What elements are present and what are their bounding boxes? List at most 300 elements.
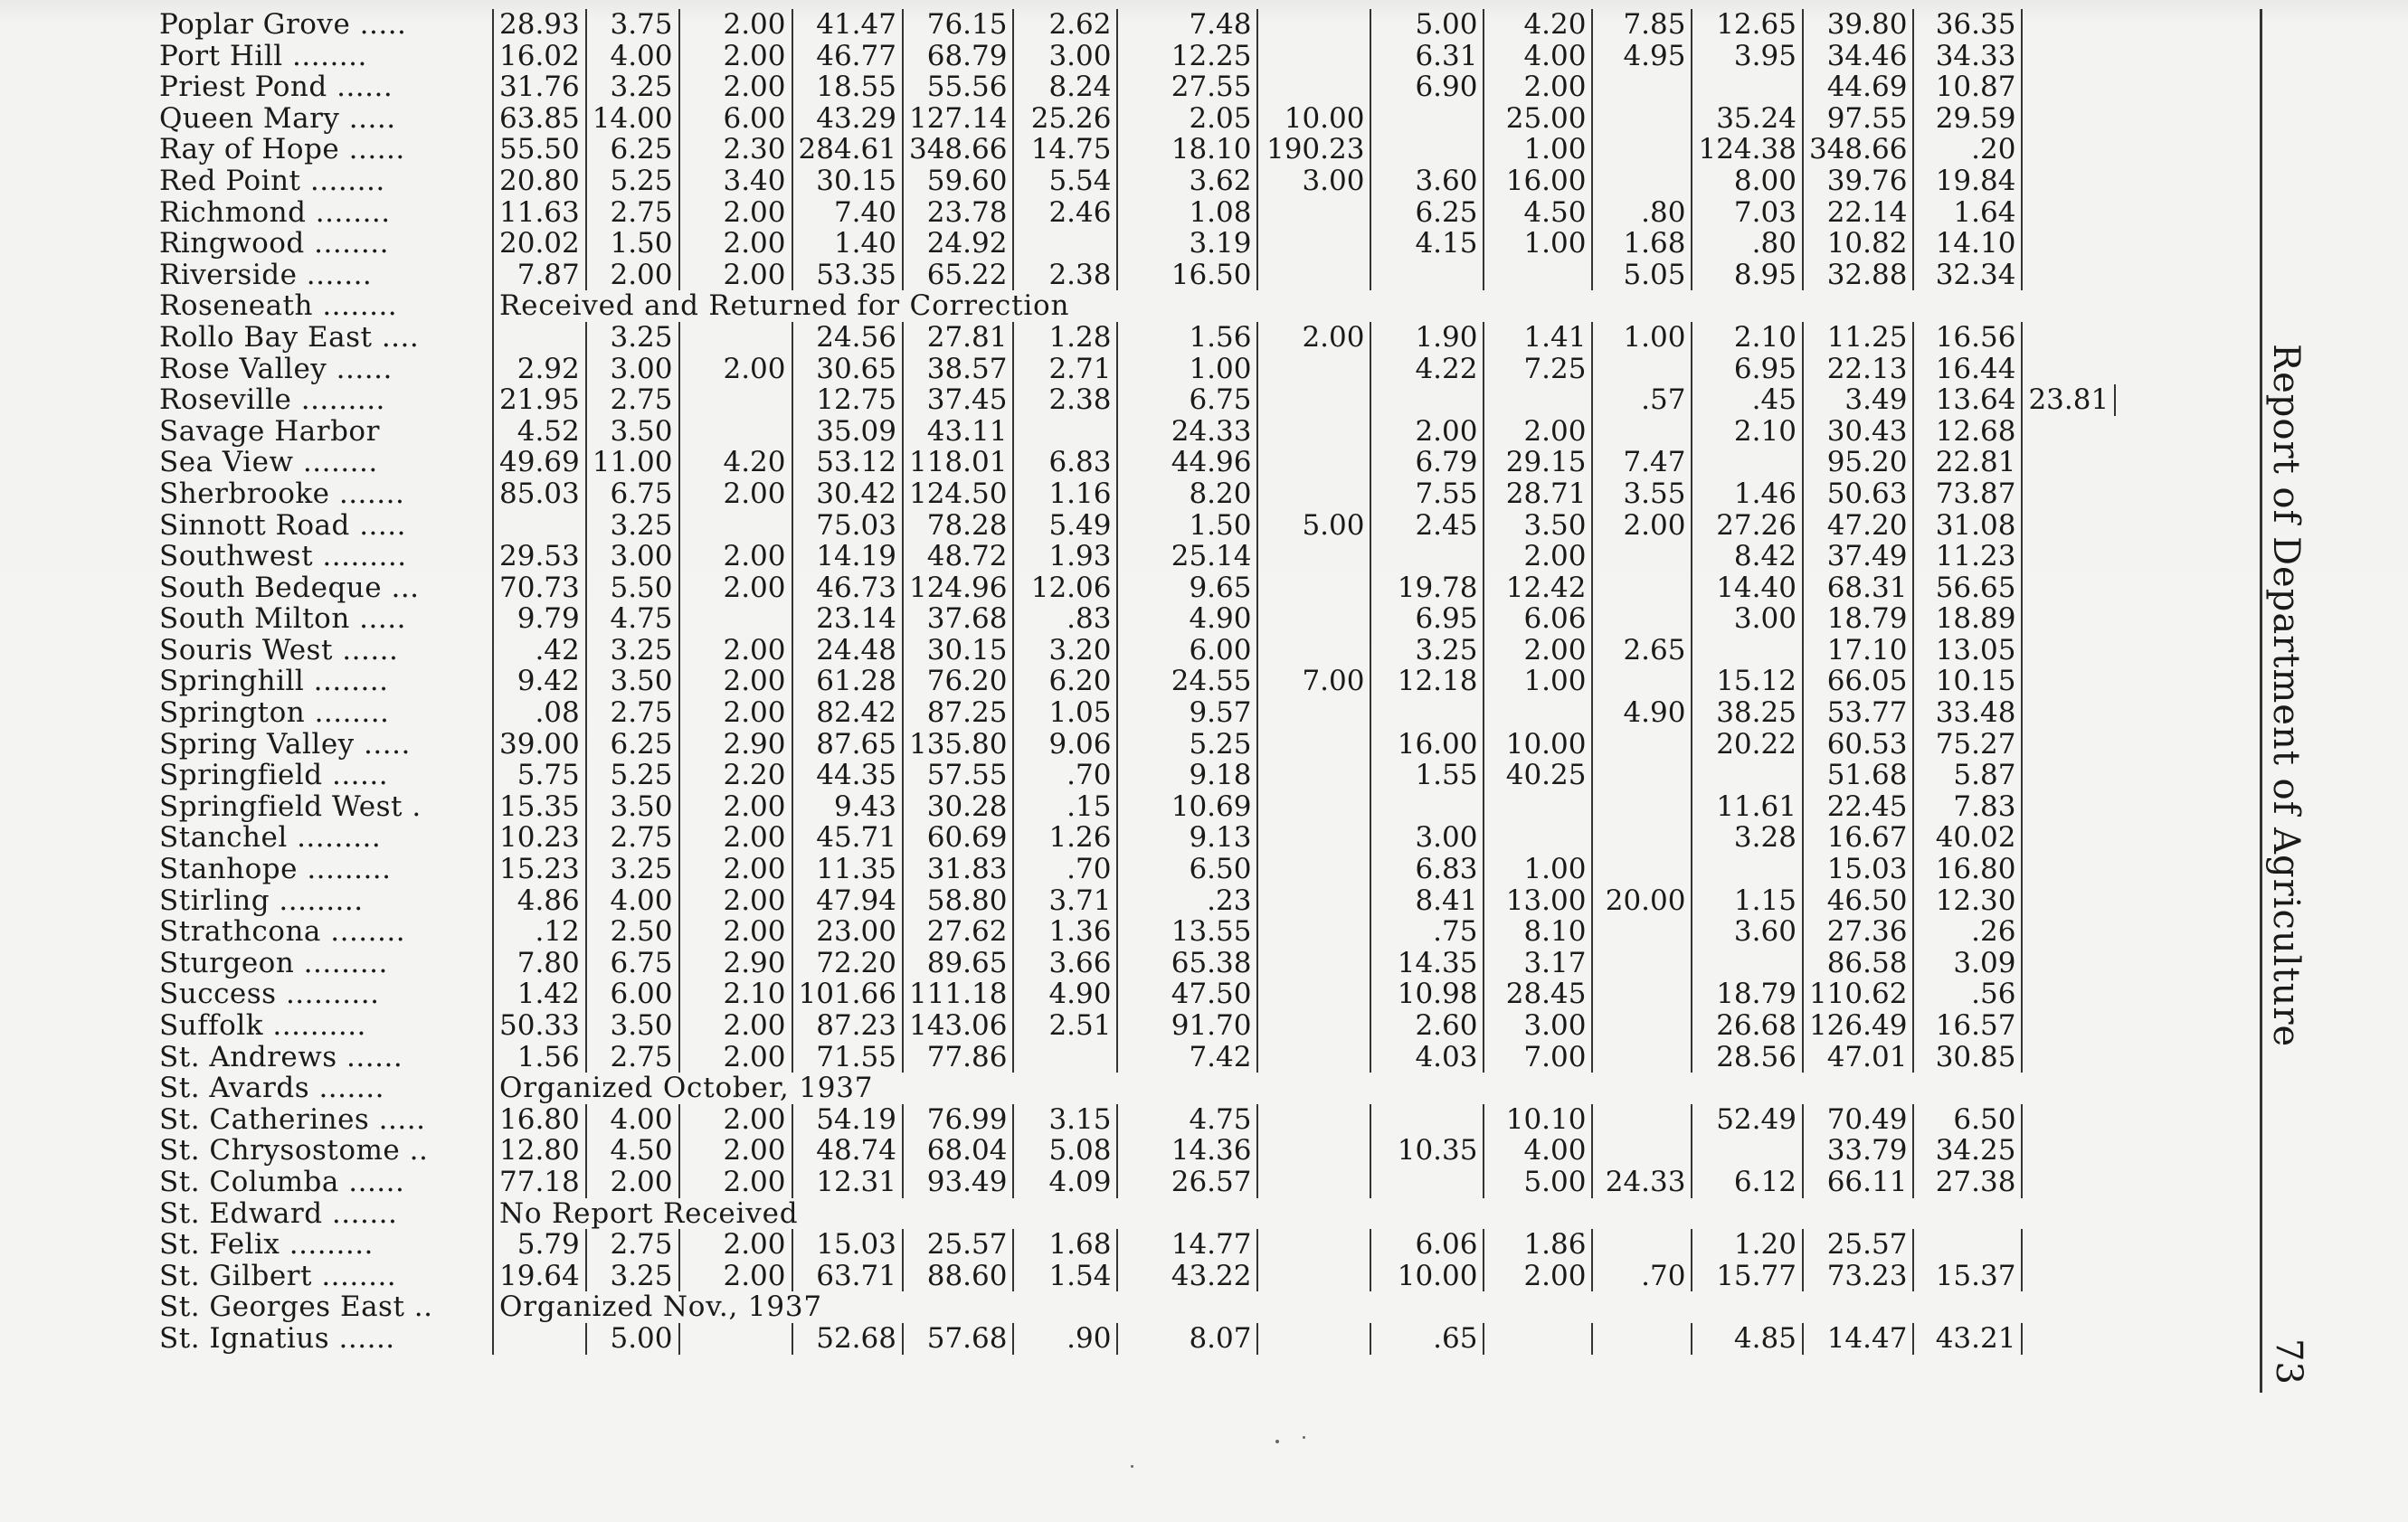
amount-cell: 55.50 — [493, 134, 586, 165]
amount-cell: 4.00 — [1484, 41, 1592, 72]
amount-cell: 4.75 — [1117, 1104, 1257, 1136]
amount-cell: 72.20 — [792, 948, 903, 979]
amount-cell: 4.22 — [1370, 354, 1484, 385]
amount-cell: 4.50 — [586, 1135, 679, 1167]
amount-cell: 20.02 — [493, 228, 586, 260]
amount-cell: 3.75 — [586, 9, 679, 41]
amount-cell — [1257, 41, 1370, 72]
amount-cell: 5.00 — [586, 1323, 679, 1355]
amount-cell: 20.22 — [1692, 729, 1802, 761]
amount-cell: 15.03 — [1803, 854, 1913, 885]
ledger-row — [154, 384, 2115, 416]
district-name: Ray of Hope ...... — [154, 134, 493, 165]
district-name: Sturgeon ......... — [154, 948, 493, 979]
amount-cell: 10.10 — [1484, 1104, 1592, 1136]
amount-cell: 68.79 — [903, 41, 1013, 72]
amount-cell: 1.68 — [1592, 228, 1692, 260]
amount-cell — [1692, 948, 1802, 979]
amount-cell: 2.00 — [679, 41, 792, 72]
amount-cell: 26.57 — [1117, 1167, 1257, 1198]
district-name: St. Ignatius ...... — [154, 1323, 493, 1355]
amount-cell: 2.00 — [679, 354, 792, 385]
amount-cell: 3.17 — [1484, 948, 1592, 979]
amount-cell — [1257, 916, 1370, 948]
amount-cell — [493, 322, 586, 354]
amount-cell: 10.00 — [1257, 103, 1370, 135]
amount-cell: 126.49 — [1803, 1010, 1913, 1042]
amount-cell: 6.00 — [1117, 635, 1257, 666]
amount-cell: 9.79 — [493, 603, 586, 635]
amount-cell: 6.12 — [1692, 1167, 1802, 1198]
amount-cell: 43.21 — [1913, 1323, 2022, 1355]
amount-cell: 1.41 — [1484, 322, 1592, 354]
amount-cell: 6.75 — [586, 948, 679, 979]
amount-cell: 4.90 — [1117, 603, 1257, 635]
amount-cell — [1257, 354, 1370, 385]
amount-cell: 2.75 — [586, 1042, 679, 1073]
amount-cell: 5.05 — [1592, 260, 1692, 291]
amount-cell: 29.59 — [1913, 103, 2022, 135]
amount-cell: 2.90 — [679, 948, 792, 979]
amount-cell: 101.66 — [792, 978, 903, 1010]
amount-cell: 7.83 — [1913, 791, 2022, 823]
amount-cell — [1692, 854, 1802, 885]
district-name: Port Hill ........ — [154, 41, 493, 72]
amount-cell: 9.06 — [1013, 729, 1117, 761]
district-name: South Milton ..... — [154, 603, 493, 635]
amount-cell — [1013, 1042, 1117, 1073]
amount-cell: 2.00 — [679, 822, 792, 854]
amount-cell: 97.55 — [1803, 103, 1913, 135]
amount-cell: 4.52 — [493, 416, 586, 448]
amount-cell: 16.44 — [1913, 354, 2022, 385]
amount-cell — [1257, 760, 1370, 791]
ledger-row — [154, 1042, 2115, 1073]
amount-cell: 4.95 — [1592, 41, 1692, 72]
amount-cell: 3.28 — [1692, 822, 1802, 854]
amount-cell — [1257, 1167, 1370, 1198]
amount-cell: 76.15 — [903, 9, 1013, 41]
amount-cell: 3.00 — [1484, 1010, 1592, 1042]
amount-cell — [1257, 822, 1370, 854]
amount-cell — [1370, 1104, 1484, 1136]
amount-cell: 1.86 — [1484, 1229, 1592, 1261]
amount-cell: 118.01 — [903, 447, 1013, 478]
amount-cell: 2.00 — [679, 1261, 792, 1292]
amount-cell — [1370, 791, 1484, 823]
amount-cell: 2.00 — [679, 478, 792, 510]
amount-cell: 2.38 — [1013, 260, 1117, 291]
amount-cell: 5.54 — [1013, 165, 1117, 197]
amount-cell: 70.49 — [1803, 1104, 1913, 1136]
amount-cell — [1257, 1104, 1370, 1136]
amount-cell: 2.00 — [586, 1167, 679, 1198]
amount-cell: 11.25 — [1803, 322, 1913, 354]
amount-cell: 110.62 — [1803, 978, 1913, 1010]
amount-cell: 53.12 — [792, 447, 903, 478]
amount-cell: 2.00 — [679, 197, 792, 229]
amount-cell: 43.11 — [903, 416, 1013, 448]
amount-cell: 9.65 — [1117, 572, 1257, 604]
amount-cell: 143.06 — [903, 1010, 1013, 1042]
amount-cell: 1.26 — [1013, 822, 1117, 854]
amount-cell: 15.37 — [1913, 1261, 2022, 1292]
amount-cell: 8.20 — [1117, 478, 1257, 510]
amount-cell: 2.00 — [679, 228, 792, 260]
amount-cell — [1592, 948, 1692, 979]
amount-cell: .80 — [1592, 197, 1692, 229]
amount-cell: 54.19 — [792, 1104, 903, 1136]
district-name: Roseville ......... — [154, 384, 493, 416]
amount-cell: 2.38 — [1013, 384, 1117, 416]
amount-cell: 24.56 — [792, 322, 903, 354]
amount-cell: 6.25 — [586, 134, 679, 165]
amount-cell: 14.19 — [792, 541, 903, 572]
district-name: Rollo Bay East .... — [154, 322, 493, 354]
amount-cell: 9.43 — [792, 791, 903, 823]
amount-cell — [1370, 134, 1484, 165]
amount-cell: 57.68 — [903, 1323, 1013, 1355]
amount-cell: 3.49 — [1803, 384, 1913, 416]
amount-cell — [1592, 729, 1692, 761]
amount-cell — [1257, 572, 1370, 604]
ledger-row — [154, 1198, 2115, 1230]
amount-cell: 6.95 — [1370, 603, 1484, 635]
amount-cell — [1257, 197, 1370, 229]
amount-cell: 3.25 — [586, 1261, 679, 1292]
running-title: Report of Department of Agriculture — [2265, 344, 2307, 1048]
amount-cell: 4.00 — [586, 1104, 679, 1136]
amount-cell: 3.60 — [1370, 165, 1484, 197]
amount-cell: 2.00 — [679, 1104, 792, 1136]
amount-cell: 2.00 — [679, 885, 792, 917]
amount-cell: 25.14 — [1117, 541, 1257, 572]
district-name: Red Point ........ — [154, 165, 493, 197]
ledger-row — [154, 1229, 2115, 1261]
amount-cell: 1.36 — [1013, 916, 1117, 948]
amount-cell: 12.65 — [1692, 9, 1802, 41]
amount-cell: 2.00 — [679, 1167, 792, 1198]
district-name: St. Avards ....... — [154, 1073, 493, 1104]
amount-cell — [1257, 885, 1370, 917]
amount-cell: 45.71 — [792, 822, 903, 854]
amount-cell: 4.15 — [1370, 228, 1484, 260]
district-name: St. Chrysostome .. — [154, 1135, 493, 1167]
amount-cell — [1257, 697, 1370, 729]
amount-cell: 16.50 — [1117, 260, 1257, 291]
amount-cell: 43.29 — [792, 103, 903, 135]
amount-cell: 348.66 — [903, 134, 1013, 165]
amount-cell: .15 — [1013, 791, 1117, 823]
amount-cell: 127.14 — [903, 103, 1013, 135]
amount-cell: 2.50 — [586, 916, 679, 948]
amount-cell: 82.42 — [792, 697, 903, 729]
amount-cell: 6.95 — [1692, 354, 1802, 385]
amount-cell: 3.00 — [586, 354, 679, 385]
amount-cell: 10.00 — [1484, 729, 1592, 761]
amount-cell — [1370, 103, 1484, 135]
amount-cell: 10.23 — [493, 822, 586, 854]
amount-cell — [1484, 384, 1592, 416]
amount-cell: 34.25 — [1913, 1135, 2022, 1167]
amount-cell: .57 — [1592, 384, 1692, 416]
amount-cell: 2.10 — [679, 978, 792, 1010]
page-number: 73 — [2268, 1338, 2309, 1385]
amount-cell: 7.03 — [1692, 197, 1802, 229]
financial-ledger-table — [154, 9, 2116, 1355]
amount-cell — [1484, 822, 1592, 854]
amount-cell: 4.90 — [1013, 978, 1117, 1010]
amount-cell: 8.10 — [1484, 916, 1592, 948]
amount-cell: 2.75 — [586, 384, 679, 416]
amount-cell: 2.20 — [679, 760, 792, 791]
amount-cell: 2.00 — [1484, 541, 1592, 572]
ledger-row — [154, 572, 2115, 604]
amount-cell: 27.81 — [903, 322, 1013, 354]
amount-cell — [1257, 384, 1370, 416]
amount-cell: 18.10 — [1117, 134, 1257, 165]
amount-cell — [679, 384, 792, 416]
amount-cell — [1257, 603, 1370, 635]
amount-cell: 38.57 — [903, 354, 1013, 385]
amount-cell — [1484, 791, 1592, 823]
amount-cell: 12.42 — [1484, 572, 1592, 604]
amount-cell: 1.00 — [1484, 134, 1592, 165]
ledger-row — [154, 1010, 2115, 1042]
amount-cell: 73.87 — [1913, 478, 2022, 510]
amount-cell: 19.84 — [1913, 165, 2022, 197]
amount-cell — [1592, 1042, 1692, 1073]
amount-cell: 1.56 — [1117, 322, 1257, 354]
amount-cell: 3.50 — [586, 666, 679, 697]
amount-cell: 6.20 — [1013, 666, 1117, 697]
amount-cell — [1257, 978, 1370, 1010]
amount-cell: 2.75 — [586, 197, 679, 229]
amount-cell: 1.46 — [1692, 478, 1802, 510]
amount-cell: 28.45 — [1484, 978, 1592, 1010]
amount-cell: 30.15 — [792, 165, 903, 197]
amount-cell: 8.24 — [1013, 71, 1117, 103]
amount-cell: 3.55 — [1592, 478, 1692, 510]
amount-cell: 78.28 — [903, 510, 1013, 542]
amount-cell: 7.42 — [1117, 1042, 1257, 1073]
amount-cell: 6.75 — [586, 478, 679, 510]
amount-cell: 30.15 — [903, 635, 1013, 666]
district-name: Sherbrooke ....... — [154, 478, 493, 510]
amount-cell: 111.18 — [903, 978, 1013, 1010]
amount-cell: 87.23 — [792, 1010, 903, 1042]
amount-cell: 1.56 — [493, 1042, 586, 1073]
amount-cell: 9.57 — [1117, 697, 1257, 729]
amount-cell: 18.55 — [792, 71, 903, 103]
amount-cell: 24.48 — [792, 635, 903, 666]
amount-cell: 7.80 — [493, 948, 586, 979]
amount-cell: 39.76 — [1803, 165, 1913, 197]
amount-cell: 20.80 — [493, 165, 586, 197]
district-name: St. Edward ....... — [154, 1198, 493, 1230]
amount-cell: 2.92 — [493, 354, 586, 385]
district-name: Stanhope ......... — [154, 854, 493, 885]
ledger-row — [154, 322, 2115, 354]
ledger-row — [154, 354, 2115, 385]
amount-cell: 6.00 — [586, 978, 679, 1010]
amount-cell: 10.69 — [1117, 791, 1257, 823]
ledger-row — [154, 478, 2115, 510]
amount-cell: .70 — [1013, 854, 1117, 885]
amount-cell: 3.00 — [1692, 603, 1802, 635]
amount-cell: 37.45 — [903, 384, 1013, 416]
amount-cell: 75.03 — [792, 510, 903, 542]
amount-cell: 73.23 — [1803, 1261, 1913, 1292]
amount-cell: 24.33 — [1117, 416, 1257, 448]
district-name: Rose Valley ...... — [154, 354, 493, 385]
amount-cell: 22.13 — [1803, 354, 1913, 385]
amount-cell: .20 — [1913, 134, 2022, 165]
ledger-row — [154, 103, 2115, 135]
amount-cell: 14.77 — [1117, 1229, 1257, 1261]
amount-cell: 47.01 — [1803, 1042, 1913, 1073]
amount-cell: 30.85 — [1913, 1042, 2022, 1073]
amount-cell: 4.20 — [1484, 9, 1592, 41]
amount-cell: 46.77 — [792, 41, 903, 72]
amount-cell: 15.03 — [792, 1229, 903, 1261]
amount-cell: 2.00 — [679, 541, 792, 572]
district-name: Savage Harbor — [154, 416, 493, 448]
amount-cell: 14.36 — [1117, 1135, 1257, 1167]
amount-cell: 2.00 — [679, 1042, 792, 1073]
amount-cell: 2.10 — [1692, 322, 1802, 354]
amount-cell: 2.75 — [586, 697, 679, 729]
amount-cell — [1257, 1323, 1370, 1355]
amount-cell: 31.83 — [903, 854, 1013, 885]
amount-cell: 11.23 — [1913, 541, 2022, 572]
amount-cell: 3.25 — [586, 635, 679, 666]
amount-cell: 1.16 — [1013, 478, 1117, 510]
ledger-row — [154, 822, 2115, 854]
amount-cell — [1370, 541, 1484, 572]
amount-cell — [1257, 1042, 1370, 1073]
amount-cell: 68.04 — [903, 1135, 1013, 1167]
amount-cell — [1257, 791, 1370, 823]
amount-cell: 2.00 — [679, 697, 792, 729]
amount-cell: 2.00 — [679, 635, 792, 666]
amount-cell: 34.46 — [1803, 41, 1913, 72]
district-name: St. Columba ...... — [154, 1167, 493, 1198]
amount-cell: 6.50 — [1913, 1104, 2022, 1136]
amount-cell: 12.80 — [493, 1135, 586, 1167]
amount-cell — [1592, 572, 1692, 604]
amount-cell: 5.00 — [1484, 1167, 1592, 1198]
amount-cell: .83 — [1013, 603, 1117, 635]
amount-cell: 2.51 — [1013, 1010, 1117, 1042]
district-name: Stirling ......... — [154, 885, 493, 917]
amount-cell: 25.57 — [1803, 1229, 1913, 1261]
district-name: Southwest ......... — [154, 541, 493, 572]
amount-cell — [1592, 1229, 1692, 1261]
amount-cell: 19.78 — [1370, 572, 1484, 604]
amount-cell — [679, 510, 792, 542]
amount-cell: 12.75 — [792, 384, 903, 416]
amount-cell — [493, 1323, 586, 1355]
amount-cell: .12 — [493, 916, 586, 948]
amount-cell: 11.61 — [1692, 791, 1802, 823]
amount-cell: 3.50 — [586, 416, 679, 448]
district-name: Success .......... — [154, 978, 493, 1010]
amount-cell: 77.18 — [493, 1167, 586, 1198]
amount-cell: 6.25 — [586, 729, 679, 761]
amount-cell: 46.73 — [792, 572, 903, 604]
district-name: South Bedeque ... — [154, 572, 493, 604]
amount-cell: 12.31 — [792, 1167, 903, 1198]
amount-cell: 8.07 — [1117, 1323, 1257, 1355]
amount-cell: 2.00 — [679, 71, 792, 103]
amount-cell: 60.69 — [903, 822, 1013, 854]
ledger-row — [154, 1104, 2115, 1136]
amount-cell: .70 — [1592, 1261, 1692, 1292]
amount-cell: 3.25 — [586, 510, 679, 542]
amount-cell: 30.43 — [1803, 416, 1913, 448]
amount-cell: 3.40 — [679, 165, 792, 197]
amount-cell: 10.82 — [1803, 228, 1913, 260]
ledger-row — [154, 697, 2115, 729]
amount-cell: 11.63 — [493, 197, 586, 229]
amount-cell: 27.55 — [1117, 71, 1257, 103]
paper-speck — [1303, 1436, 1305, 1439]
amount-cell: 2.75 — [586, 1229, 679, 1261]
amount-cell — [1592, 760, 1692, 791]
amount-cell — [1013, 416, 1117, 448]
amount-cell — [1257, 478, 1370, 510]
amount-cell: .08 — [493, 697, 586, 729]
amount-cell: 70.73 — [493, 572, 586, 604]
amount-cell: 10.00 — [1370, 1261, 1484, 1292]
ledger-row — [154, 134, 2115, 165]
amount-cell: 16.56 — [1913, 322, 2022, 354]
amount-cell: 4.90 — [1592, 697, 1692, 729]
amount-cell: 1.00 — [1117, 354, 1257, 385]
amount-cell: 4.00 — [586, 41, 679, 72]
ledger-row — [154, 1167, 2115, 1198]
amount-cell: 3.15 — [1013, 1104, 1117, 1136]
amount-cell — [1692, 447, 1802, 478]
district-name: Souris West ...... — [154, 635, 493, 666]
amount-cell — [679, 416, 792, 448]
amount-cell: 2.05 — [1117, 103, 1257, 135]
amount-cell — [1370, 1167, 1484, 1198]
amount-cell: 1.15 — [1692, 885, 1802, 917]
paper-speck — [1275, 1440, 1279, 1443]
amount-cell: 2.62 — [1013, 9, 1117, 41]
amount-cell: 39.80 — [1803, 9, 1913, 41]
amount-cell: 47.20 — [1803, 510, 1913, 542]
amount-cell: 5.25 — [1117, 729, 1257, 761]
amount-cell: .90 — [1013, 1323, 1117, 1355]
amount-cell: 14.75 — [1013, 134, 1117, 165]
amount-cell: 4.75 — [586, 603, 679, 635]
amount-cell: 1.90 — [1370, 322, 1484, 354]
district-name: Roseneath ........ — [154, 290, 493, 322]
amount-cell: 7.55 — [1370, 478, 1484, 510]
amount-cell: 2.90 — [679, 729, 792, 761]
amount-cell: 2.00 — [1484, 71, 1592, 103]
amount-cell: 1.40 — [792, 228, 903, 260]
amount-cell: 87.65 — [792, 729, 903, 761]
amount-cell: 2.00 — [679, 791, 792, 823]
amount-cell: 46.50 — [1803, 885, 1913, 917]
amount-cell: 12.30 — [1913, 885, 2022, 917]
amount-cell: 16.00 — [1484, 165, 1592, 197]
amount-cell: 14.00 — [586, 103, 679, 135]
